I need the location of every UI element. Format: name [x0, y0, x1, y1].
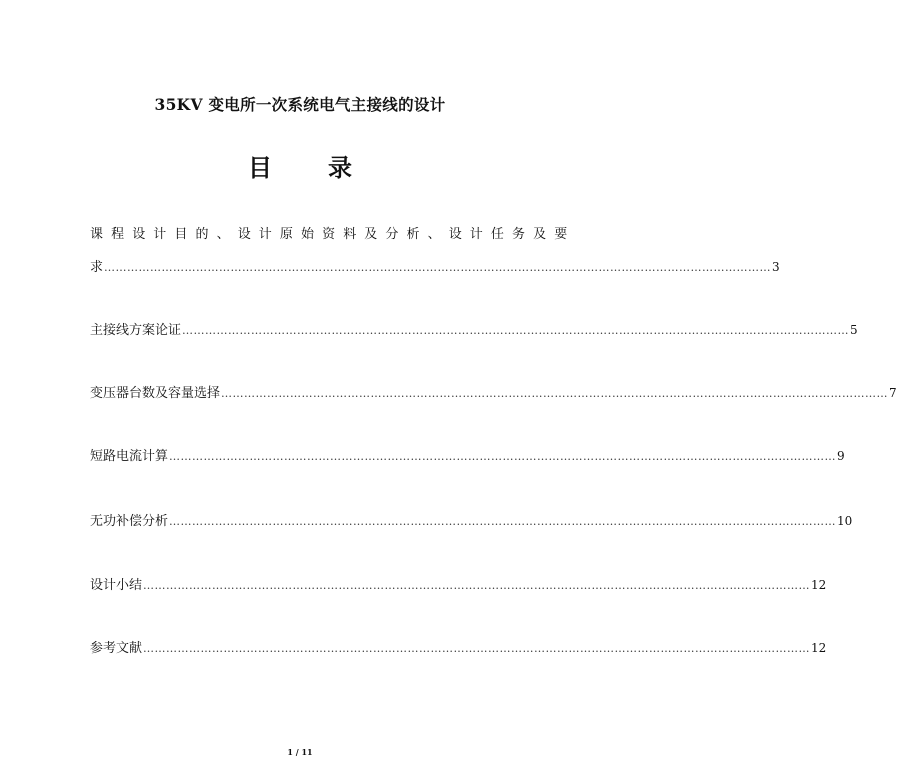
dot-leader: …………………………………………………………………………………………………………………………………………………………	[104, 261, 772, 274]
toc-entry-page: 12	[811, 641, 827, 655]
toc-entry-label: 参考文献	[90, 641, 143, 656]
toc-heading-char-2: 录	[328, 154, 352, 182]
dot-leader: …………………………………………………………………………………………………………………………………………………………	[182, 324, 850, 337]
toc-heading	[0, 150, 600, 186]
toc-heading-char-1: 目	[248, 154, 272, 182]
dot-leader: …………………………………………………………………………………………………………………………………………………………	[143, 579, 811, 592]
page-indicator: 1 / 11	[287, 747, 313, 757]
document-title: 35KV 变电所一次系统电气主接线的设计	[154, 95, 446, 114]
toc-entry-page: 10	[837, 514, 853, 528]
toc-entry[interactable]	[90, 384, 897, 403]
dot-leader: …………………………………………………………………………………………………………………………………………………………	[143, 642, 811, 655]
toc-entry[interactable]	[90, 576, 827, 595]
toc-entry[interactable]	[90, 447, 845, 466]
toc-entry[interactable]	[90, 321, 858, 340]
toc-entry-label: 短路电流计算	[90, 449, 169, 464]
toc-entry-label: 主接线方案论证	[90, 323, 182, 338]
dot-leader: …………………………………………………………………………………………………………………………………………………………	[221, 387, 889, 400]
toc-entry-label: 设计小结	[90, 578, 143, 593]
toc-entry-page: 12	[811, 578, 827, 592]
toc-entry-page: 3	[772, 260, 780, 274]
toc-entry[interactable]	[90, 512, 853, 531]
toc-entry[interactable]	[90, 639, 827, 658]
toc-entry-page: 9	[837, 449, 845, 463]
toc-entry[interactable]	[90, 226, 780, 277]
dot-leader: …………………………………………………………………………………………………………………………………………………………	[169, 450, 837, 463]
toc-entry-label: 求	[90, 260, 104, 275]
toc-entry-label: 无功补偿分析	[90, 514, 169, 529]
toc-entry-page: 5	[850, 323, 858, 337]
toc-entry-label: 变压器台数及容量选择	[90, 386, 221, 401]
toc-entry-page: 7	[889, 386, 897, 400]
toc-entry-label-line1: 课程设计目的、设计原始资料及分析、设计任务及要	[90, 227, 576, 242]
dot-leader: …………………………………………………………………………………………………………………………………………………………	[169, 515, 837, 528]
